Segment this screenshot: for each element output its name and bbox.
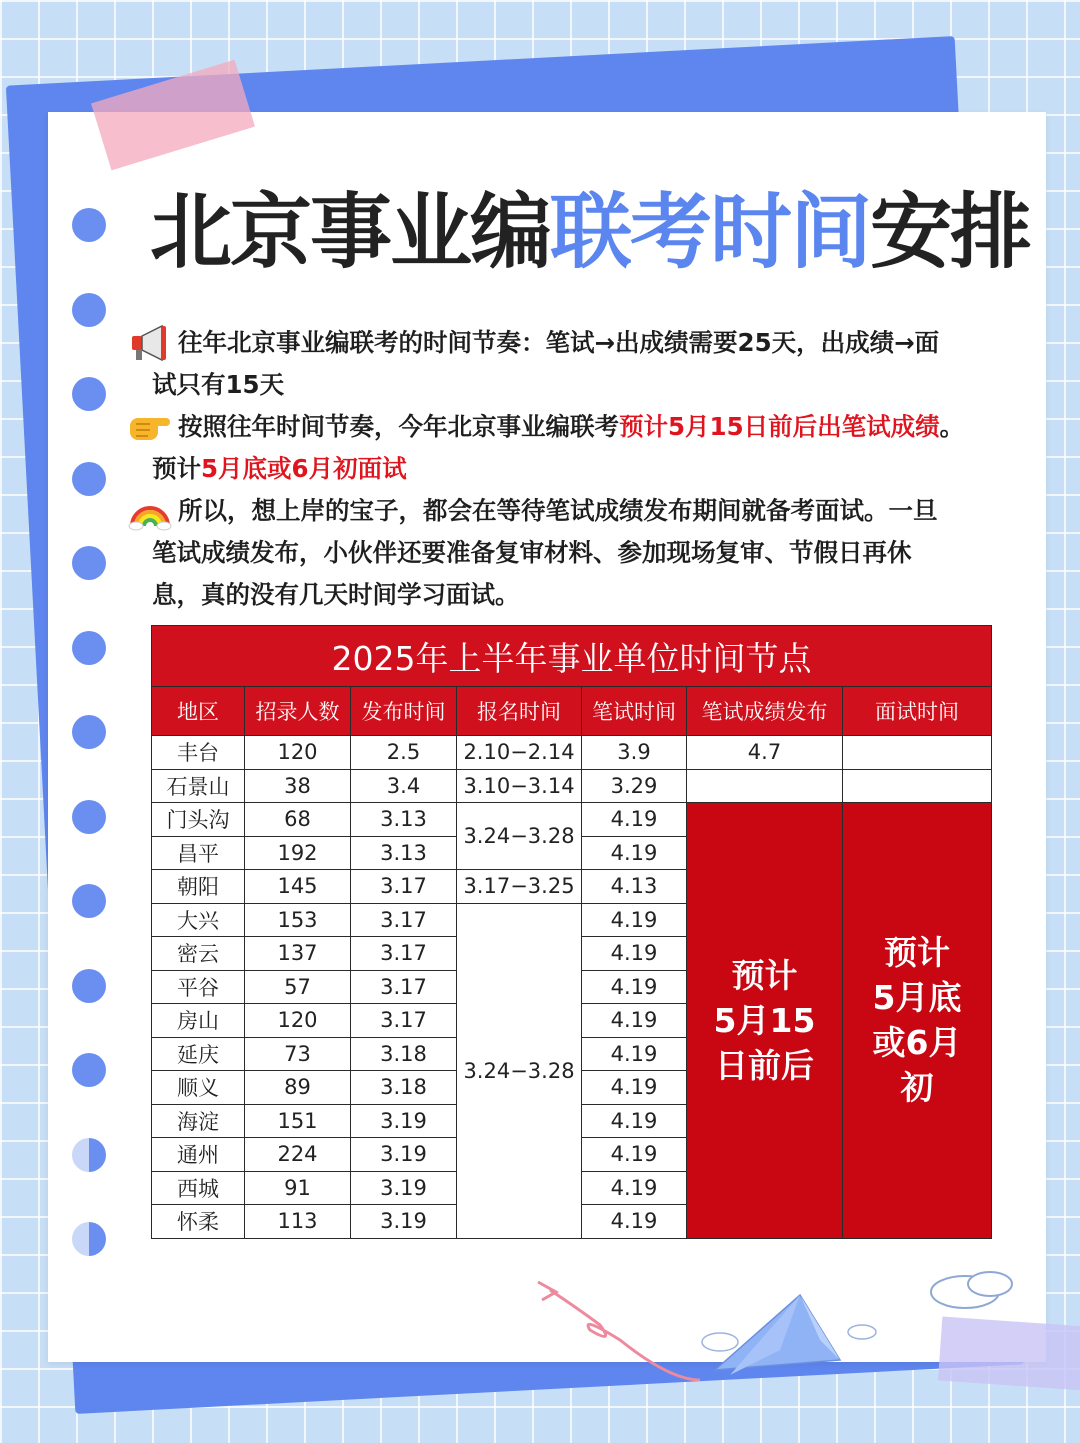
cell-exam: 4.19 xyxy=(582,1071,687,1105)
cell-count: 68 xyxy=(245,803,351,837)
cell-count: 38 xyxy=(245,769,351,803)
header-interview: 面试时间 xyxy=(843,687,992,736)
cell-region: 怀柔 xyxy=(152,1205,245,1239)
cell-publish: 3.18 xyxy=(351,1037,457,1071)
cell-exam: 4.19 xyxy=(582,1037,687,1071)
cell-count: 145 xyxy=(245,870,351,904)
note-rhythm-line2: 试只有15天 xyxy=(152,370,285,399)
cell-exam: 3.29 xyxy=(582,769,687,803)
binder-hole xyxy=(72,546,106,580)
table-row xyxy=(152,736,992,770)
note-item-forecast xyxy=(128,406,1013,490)
cell-publish: 3.17 xyxy=(351,870,457,904)
cell-signup: 3.10−3.14 xyxy=(457,769,582,803)
cell-publish: 3.17 xyxy=(351,937,457,971)
binder-hole xyxy=(72,969,106,1003)
cell-exam: 4.19 xyxy=(582,1138,687,1172)
table-row xyxy=(152,803,992,837)
note-forecast-line2 xyxy=(152,448,1013,490)
cell-publish: 3.19 xyxy=(351,1171,457,1205)
binder-hole xyxy=(72,1222,106,1256)
cell-exam: 4.19 xyxy=(582,1171,687,1205)
cell-publish: 3.4 xyxy=(351,769,457,803)
header-count: 招录人数 xyxy=(245,687,351,736)
binder-hole xyxy=(72,1138,106,1172)
header-score-release: 笔试成绩发布 xyxy=(687,687,843,736)
cell-exam: 4.19 xyxy=(582,1205,687,1239)
binder-hole xyxy=(72,715,106,749)
schedule-table xyxy=(151,625,991,1239)
note-forecast-line2-a: 预计 xyxy=(152,454,201,483)
cell-exam: 4.19 xyxy=(582,836,687,870)
cell-region: 房山 xyxy=(152,1004,245,1038)
note-forecast-text-b: 。 xyxy=(939,412,965,441)
cell-publish: 3.17 xyxy=(351,1004,457,1038)
binder-hole xyxy=(72,208,106,242)
header-signup: 报名时间 xyxy=(457,687,582,736)
cell-signup-merged: 3.24−3.28 xyxy=(457,903,582,1238)
cell-interview-merged xyxy=(843,803,992,1239)
cell-count: 192 xyxy=(245,836,351,870)
binder-hole xyxy=(72,800,106,834)
header-publish: 发布时间 xyxy=(351,687,457,736)
cell-region: 密云 xyxy=(152,937,245,971)
score-release-line3: 日前后 xyxy=(715,1045,814,1085)
table-header-row xyxy=(152,687,992,736)
cell-exam: 4.19 xyxy=(582,970,687,1004)
cell-publish: 3.19 xyxy=(351,1205,457,1239)
page-title xyxy=(150,178,1030,288)
score-release-line1: 预计 xyxy=(731,955,798,995)
cell-region: 延庆 xyxy=(152,1037,245,1071)
interview-line4: 初 xyxy=(900,1068,934,1108)
pointing-hand-icon xyxy=(128,406,172,448)
cell-count: 224 xyxy=(245,1138,351,1172)
cell-region: 大兴 xyxy=(152,903,245,937)
cell-exam: 4.19 xyxy=(582,903,687,937)
score-release-line2: 5月15 xyxy=(713,1000,816,1040)
title-part-3: 安排 xyxy=(870,185,1031,280)
cell-publish: 3.13 xyxy=(351,803,457,837)
cell-signup: 2.10−2.14 xyxy=(457,736,582,770)
cell-publish: 3.17 xyxy=(351,970,457,1004)
cell-region: 石景山 xyxy=(152,769,245,803)
note-forecast-text-a: 按照往年时间节奏，今年北京事业编联考 xyxy=(178,412,619,441)
interview-line2: 5月底 xyxy=(872,978,962,1018)
cell-score-release-empty xyxy=(687,769,843,803)
cell-publish: 3.19 xyxy=(351,1104,457,1138)
cell-exam: 4.13 xyxy=(582,870,687,904)
cell-count: 137 xyxy=(245,937,351,971)
cell-interview-empty xyxy=(843,769,992,803)
cell-region: 顺义 xyxy=(152,1071,245,1105)
cell-publish: 3.13 xyxy=(351,836,457,870)
cell-count: 91 xyxy=(245,1171,351,1205)
binder-hole xyxy=(72,377,106,411)
cell-count: 153 xyxy=(245,903,351,937)
cell-exam: 3.9 xyxy=(582,736,687,770)
cell-publish: 3.18 xyxy=(351,1071,457,1105)
title-part-1: 北京事业编 xyxy=(150,185,551,280)
cell-count: 73 xyxy=(245,1037,351,1071)
rainbow-icon xyxy=(128,490,172,532)
table-row xyxy=(152,769,992,803)
cell-score-release-merged xyxy=(687,803,843,1239)
cell-region: 昌平 xyxy=(152,836,245,870)
cell-score-release: 4.7 xyxy=(687,736,843,770)
note-advice-line3: 息，真的没有几天时间学习面试。 xyxy=(152,580,520,609)
binder-holes xyxy=(72,208,112,1307)
note-forecast-red-interview: 5月底或6月初面试 xyxy=(201,454,407,483)
table-caption: 2025年上半年事业单位时间节点 xyxy=(152,626,992,687)
cell-publish: 3.17 xyxy=(351,903,457,937)
binder-hole xyxy=(72,884,106,918)
binder-hole xyxy=(72,1053,106,1087)
cell-region: 西城 xyxy=(152,1171,245,1205)
cell-exam: 4.19 xyxy=(582,1104,687,1138)
note-item-advice xyxy=(128,490,1013,616)
cell-publish: 3.19 xyxy=(351,1138,457,1172)
cell-region: 通州 xyxy=(152,1138,245,1172)
cell-count: 57 xyxy=(245,970,351,1004)
note-item-rhythm xyxy=(128,322,1013,406)
cell-region: 海淀 xyxy=(152,1104,245,1138)
cell-signup: 3.17−3.25 xyxy=(457,870,582,904)
interview-line1: 预计 xyxy=(884,933,951,973)
cell-count: 151 xyxy=(245,1104,351,1138)
note-advice-line2: 笔试成绩发布，小伙伴还要准备复审材料、参加现场复审、节假日再休 xyxy=(152,538,912,567)
paper-plane-decoration xyxy=(520,1270,1080,1400)
header-region: 地区 xyxy=(152,687,245,736)
cell-exam: 4.19 xyxy=(582,937,687,971)
note-rhythm-line1: 往年北京事业编联考的时间节奏：笔试→出成绩需要25天，出成绩→面 xyxy=(178,328,940,357)
note-advice-line1: 所以，想上岸的宝子，都会在等待笔试成绩发布期间就备考面试。一旦 xyxy=(178,496,938,525)
cell-interview-empty xyxy=(843,736,992,770)
cell-exam: 4.19 xyxy=(582,803,687,837)
binder-hole xyxy=(72,631,106,665)
cell-region: 门头沟 xyxy=(152,803,245,837)
note-forecast-red-score: 预计5月15日前后出笔试成绩 xyxy=(619,412,940,441)
cell-region: 丰台 xyxy=(152,736,245,770)
interview-line3: 或6月 xyxy=(872,1023,962,1063)
cell-region: 朝阳 xyxy=(152,870,245,904)
cell-count: 120 xyxy=(245,1004,351,1038)
cell-count: 113 xyxy=(245,1205,351,1239)
megaphone-icon xyxy=(128,322,172,364)
cell-signup-merged: 3.24−3.28 xyxy=(457,803,582,870)
binder-hole xyxy=(72,462,106,496)
notes-section xyxy=(128,322,1013,616)
cell-publish: 2.5 xyxy=(351,736,457,770)
cell-count: 89 xyxy=(245,1071,351,1105)
cell-region: 平谷 xyxy=(152,970,245,1004)
cell-count: 120 xyxy=(245,736,351,770)
title-part-2: 联考时间 xyxy=(550,185,871,280)
header-exam: 笔试时间 xyxy=(582,687,687,736)
binder-hole xyxy=(72,293,106,327)
cell-exam: 4.19 xyxy=(582,1004,687,1038)
